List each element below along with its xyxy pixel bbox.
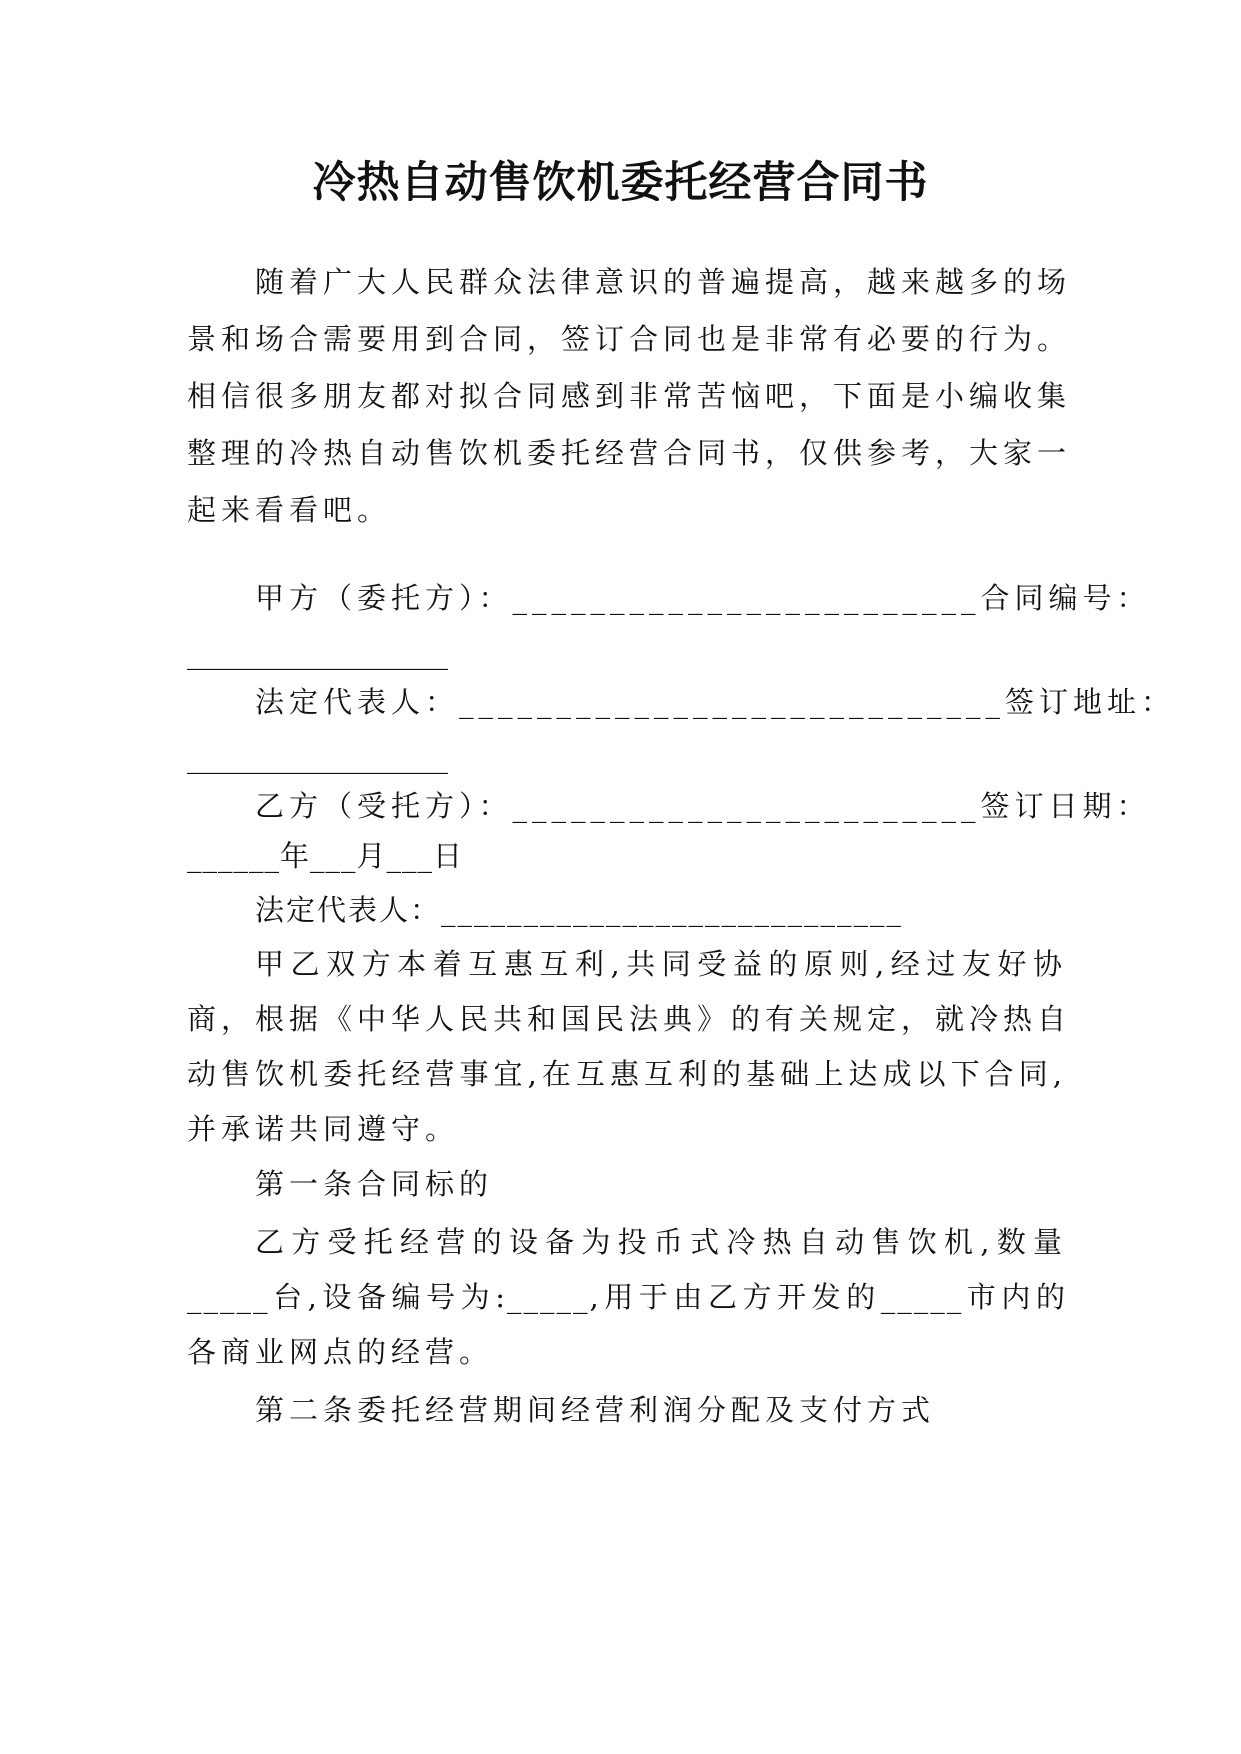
- contract-number-blank: __________________: [187, 636, 448, 670]
- intro-line: 起来看看吧。: [187, 493, 392, 527]
- intro-line: 相信很多朋友都对拟合同感到非常苦恼吧，下面是小编收集: [187, 379, 1072, 413]
- article-2-heading: 第二条委托经营期间经营利润分配及支付方式: [255, 1393, 936, 1427]
- party-a-field: 甲方（委托方）：________________________合同编号：: [255, 581, 1151, 615]
- signing-address-blank: __________________: [187, 740, 448, 774]
- body-line: 动售饮机委托经营事宜,在互惠互利的基础上达成以下合同,: [187, 1057, 1067, 1091]
- intro-line: 整理的冷热自动售饮机委托经营合同书，仅供参考，大家一: [187, 436, 1072, 470]
- body-line: 商，根据《中华人民共和国民法典》的有关规定，就冷热自: [187, 1002, 1072, 1036]
- party-b-field: 乙方（受托方）：________________________签订日期：: [255, 789, 1151, 823]
- body-line: 各商业网点的经营。: [187, 1335, 494, 1369]
- body-line: 并承诺共同遵守。: [187, 1112, 460, 1146]
- intro-line: 景和场合需要用到合同，签订合同也是非常有必要的行为。: [187, 322, 1072, 356]
- document-title: 冷热自动售饮机委托经营合同书: [312, 158, 929, 208]
- signing-date-field: ______年___月___日: [187, 839, 464, 873]
- party-a-representative-field: 法定代表人：____________________________签订地址：: [255, 685, 1176, 719]
- party-b-representative-field: 法定代表人：____________________________: [255, 893, 904, 927]
- body-line: 乙方受托经营的设备为投币式冷热自动售饮机,数量: [255, 1225, 1067, 1259]
- body-line: _____台,设备编号为:_____,用于由乙方开发的_____市内的: [187, 1280, 1067, 1314]
- body-line: 甲乙双方本着互惠互利,共同受益的原则,经过友好协: [255, 947, 1067, 981]
- article-1-heading: 第一条合同标的: [255, 1167, 494, 1201]
- intro-line: 随着广大人民群众法律意识的普遍提高，越来越多的场: [255, 265, 1072, 299]
